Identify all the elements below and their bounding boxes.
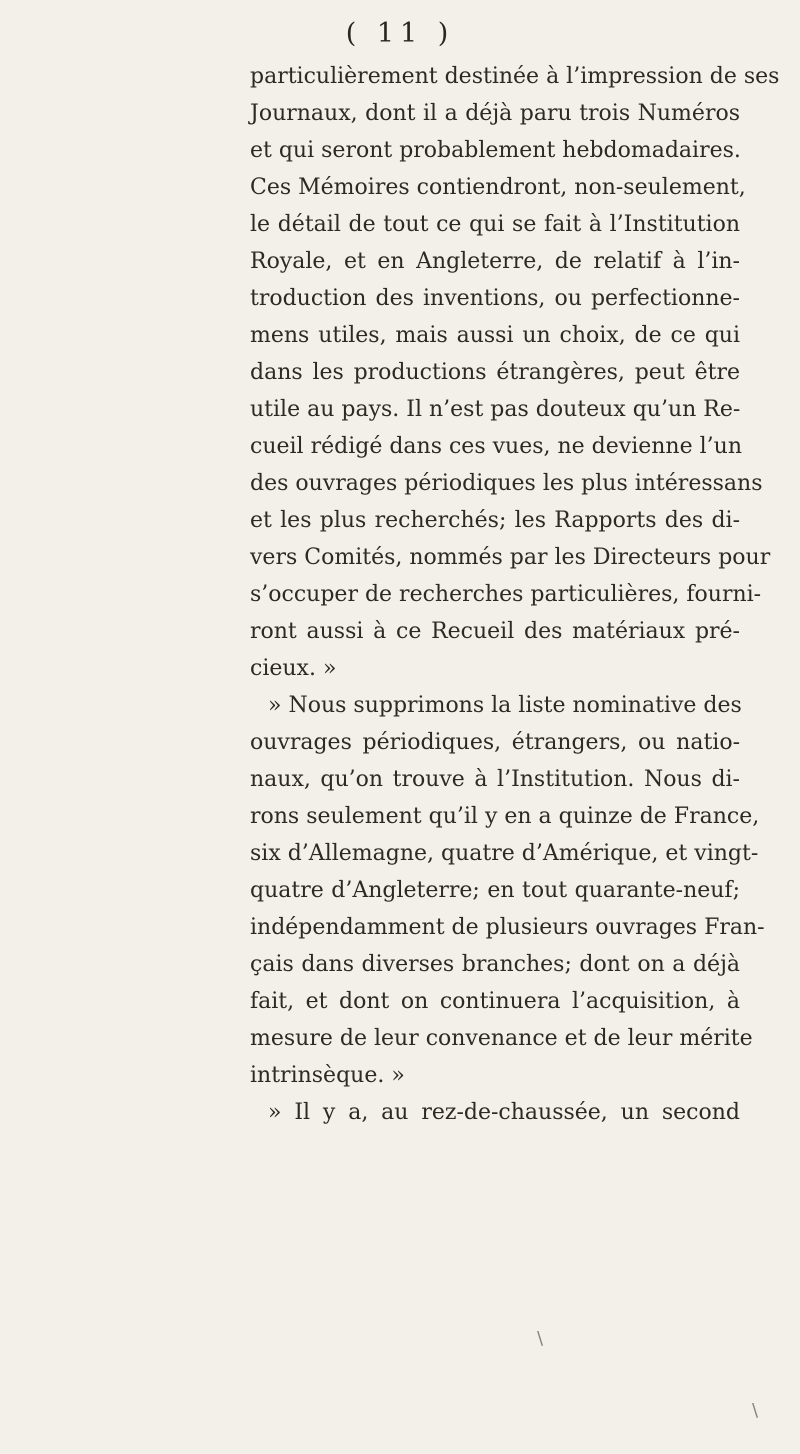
- text-line: et les plus recherchés; les Rapports des di-: [250, 508, 740, 533]
- text-line: dans les productions étrangères, peut être: [250, 360, 740, 385]
- text-line: indépendamment de plusieurs ouvrages Fran-: [250, 915, 765, 940]
- text-line: mesure de leur convenance et de leur mérite: [250, 1026, 753, 1051]
- page-number: ( 11 ): [345, 18, 455, 49]
- text-line: fait, et dont on continuera l’acquisition, à: [250, 989, 740, 1014]
- text-line: six d’Allemagne, quatre d’Amérique, et vingt-: [250, 841, 759, 866]
- text-line: utile au pays. Il n’est pas douteux qu’un Re-: [250, 397, 741, 422]
- text-line: rons seulement qu’il y en a quinze de France,: [250, 804, 760, 829]
- text-line: particulièrement destinée à l’impression de ses: [250, 64, 780, 89]
- text-line: des ouvrages périodiques les plus intéressans: [250, 471, 763, 496]
- text-line: ront aussi à ce Recueil des matériaux pré-: [250, 619, 740, 644]
- text-line: mens utiles, mais aussi un choix, de ce qui: [250, 323, 740, 348]
- text-line: s’occuper de recherches particulières, fourni-: [250, 582, 762, 607]
- text-line: cieux. »: [250, 656, 337, 681]
- text-line: le détail de tout ce qui se fait à l’Institution: [250, 212, 740, 237]
- text-line: ouvrages périodiques, étrangers, ou natio-: [250, 730, 740, 755]
- text-line: et qui seront probablement hebdomadaires.: [250, 138, 741, 163]
- text-line: Royale, et en Angleterre, de relatif à l’in-: [250, 249, 740, 274]
- text-line: naux, qu’on trouve à l’Institution. Nous di-: [250, 767, 740, 792]
- text-line: troduction des inventions, ou perfectionne-: [250, 286, 740, 311]
- text-line: Ces Mémoires contiendront, non-seulement,: [250, 175, 746, 200]
- page-mark: \: [752, 1400, 759, 1421]
- body-text: [250, 58, 780, 1131]
- text-line: » Il y a, au rez-de-chaussée, un second: [268, 1100, 740, 1125]
- text-line: intrinsèque. »: [250, 1063, 405, 1088]
- page-mark: \: [537, 1328, 544, 1349]
- text-line: cueil rédigé dans ces vues, ne devienne l’un: [250, 434, 742, 459]
- text-line: vers Comités, nommés par les Directeurs pour: [250, 545, 771, 570]
- text-line: çais dans diverses branches; dont on a déjà: [250, 952, 740, 977]
- text-line: quatre d’Angleterre; en tout quarante-neuf;: [250, 878, 740, 903]
- text-line: Journaux, dont il a déjà paru trois Numéros: [250, 101, 740, 126]
- text-line: » Nous supprimons la liste nominative des: [268, 693, 742, 718]
